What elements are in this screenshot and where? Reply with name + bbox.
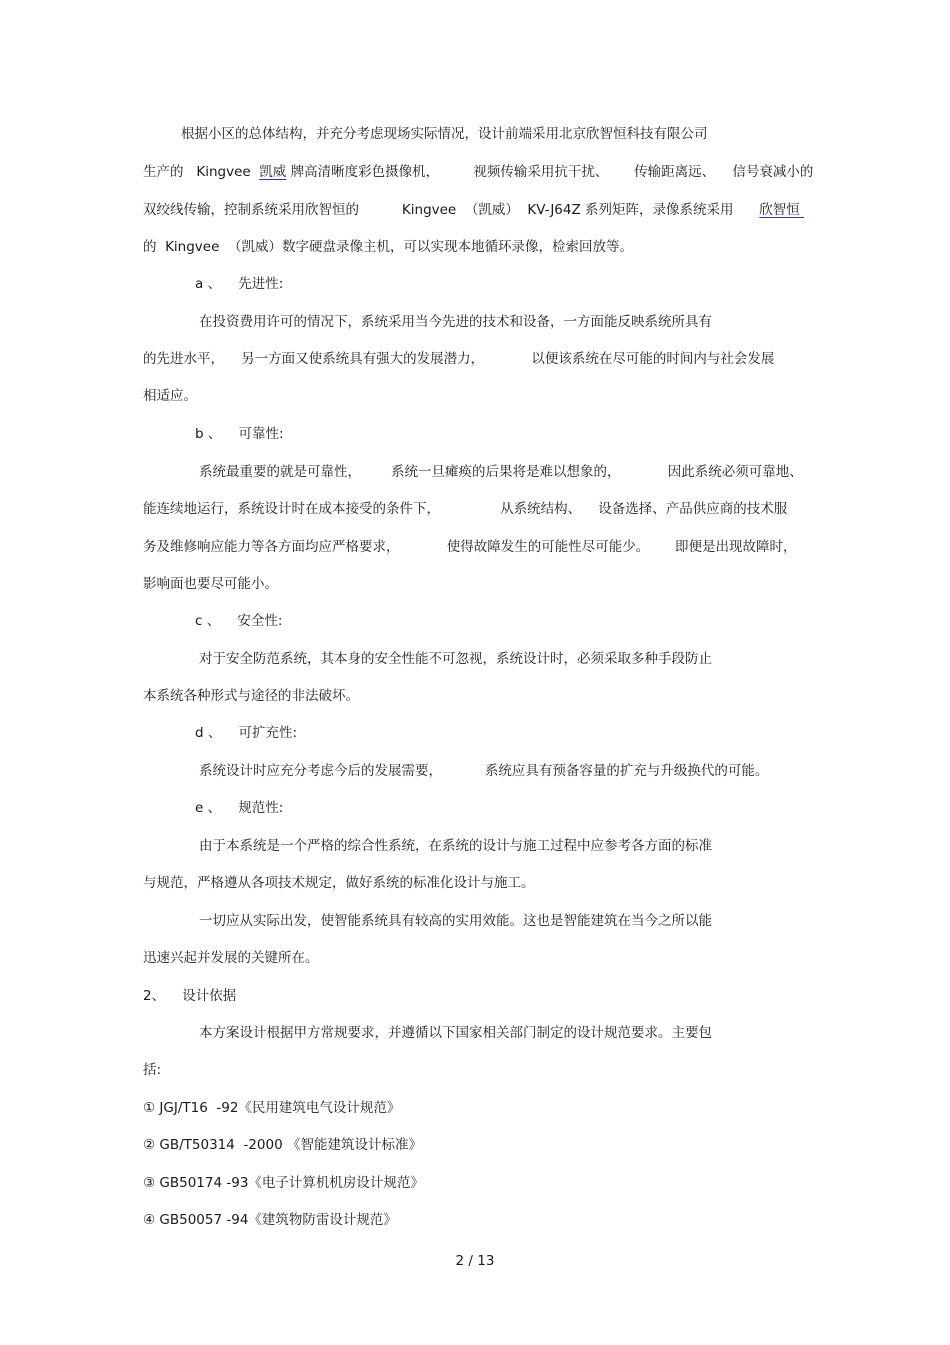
paragraph-line: 对于安全防范系统，其本身的安全性能不可忽视，系统设计时，必须采取多种手段防止 — [199, 651, 712, 667]
paragraph-line: 本系统各种形式与途径的非法破坏。 — [143, 688, 359, 704]
section-heading: d 、 可扩充性: — [195, 725, 298, 741]
text-run: 牌高清晰度彩色摄像机， 视频传输采用抗干扰、 传输距离远、 信号衰减小的 — [286, 164, 814, 180]
paragraph-line: 括: — [143, 1062, 162, 1078]
standard-list-item: ④ GB50057 -94《建筑物防雷设计规范》 — [143, 1212, 397, 1228]
section-heading: b 、 可靠性: — [195, 426, 284, 442]
paragraph-line — [143, 162, 813, 182]
paragraph-line: 的先进水平， 另一方面又使系统具有强大的发展潜力， 以便该系统在尽可能的时间内与社会发展 — [143, 351, 775, 367]
standard-list-item: ② GB/T50314 -2000 《智能建筑设计标准》 — [143, 1137, 422, 1153]
paragraph-line: 系统设计时应充分考虑今后的发展需要， 系统应具有预备容量的扩充与升级换代的可能。 — [199, 763, 769, 779]
paragraph-line: 相适应。 — [143, 388, 197, 404]
paragraph-line: 在投资费用许可的情况下，系统采用当今先进的技术和设备，一方面能反映系统所具有 — [199, 314, 712, 330]
paragraph-line: 本方案设计根据甲方常规要求，并遵循以下国家相关部门制定的设计规范要求。主要包 — [199, 1025, 712, 1041]
text-run: 双绞线传输，控制系统采用欣智恒的 Kingvee （凯威） KV-J64Z 系列矩阵，录像系统采用 — [143, 202, 760, 218]
paragraph-line: 与规范，严格遵从各项技术规定，做好系统的标准化设计与施工。 — [143, 875, 535, 891]
paragraph-line: 一切应从实际出发，使智能系统具有较高的实用效能。这也是智能建筑在当今之所以能 — [199, 913, 712, 929]
section-heading: a 、 先进性: — [195, 276, 284, 292]
underlined-text: 欣智恒 — [759, 202, 805, 218]
section-heading: c 、 安全性: — [195, 613, 283, 629]
paragraph-line: 的 Kingvee （凯威）数字硬盘录像主机，可以实现本地循环录像，检索回放等。 — [143, 239, 633, 255]
paragraph-line: 迅速兴起并发展的关键所在。 — [143, 950, 319, 966]
paragraph-line: 系统最重要的就是可靠性， 系统一旦瘫痪的后果将是难以想象的， 因此系统必须可靠地、 — [199, 464, 803, 480]
underlined-text: 凯威 — [259, 164, 287, 180]
standard-list-item: ① JGJ/T16 -92《民用建筑电气设计规范》 — [143, 1100, 401, 1116]
standard-list-item: ③ GB50174 -93《电子计算机机房设计规范》 — [143, 1175, 424, 1191]
text-run: 生产的 Kingvee — [143, 164, 260, 180]
section-heading: e 、 规范性: — [195, 800, 284, 816]
paragraph-line: 能连续地运行，系统设计时在成本接受的条件下， 从系统结构、 设备选择、产品供应商的技术服 — [143, 501, 788, 517]
paragraph-line: 务及维修响应能力等各方面均应严格要求， 使得故障发生的可能性尽可能少。 即便是出现故障时， — [143, 539, 797, 555]
paragraph-line — [143, 200, 804, 220]
paragraph-line: 由于本系统是一个严格的综合性系统，在系统的设计与施工过程中应参考各方面的标准 — [199, 838, 712, 854]
section-heading: 2、 设计依据 — [143, 988, 237, 1004]
page-number: 2 / 13 — [455, 1253, 495, 1269]
paragraph-line: 根据小区的总体结构，并充分考虑现场实际情况，设计前端采用北京欣智恒科技有限公司 — [181, 126, 708, 142]
paragraph-line: 影响面也要尽可能小。 — [143, 576, 278, 592]
